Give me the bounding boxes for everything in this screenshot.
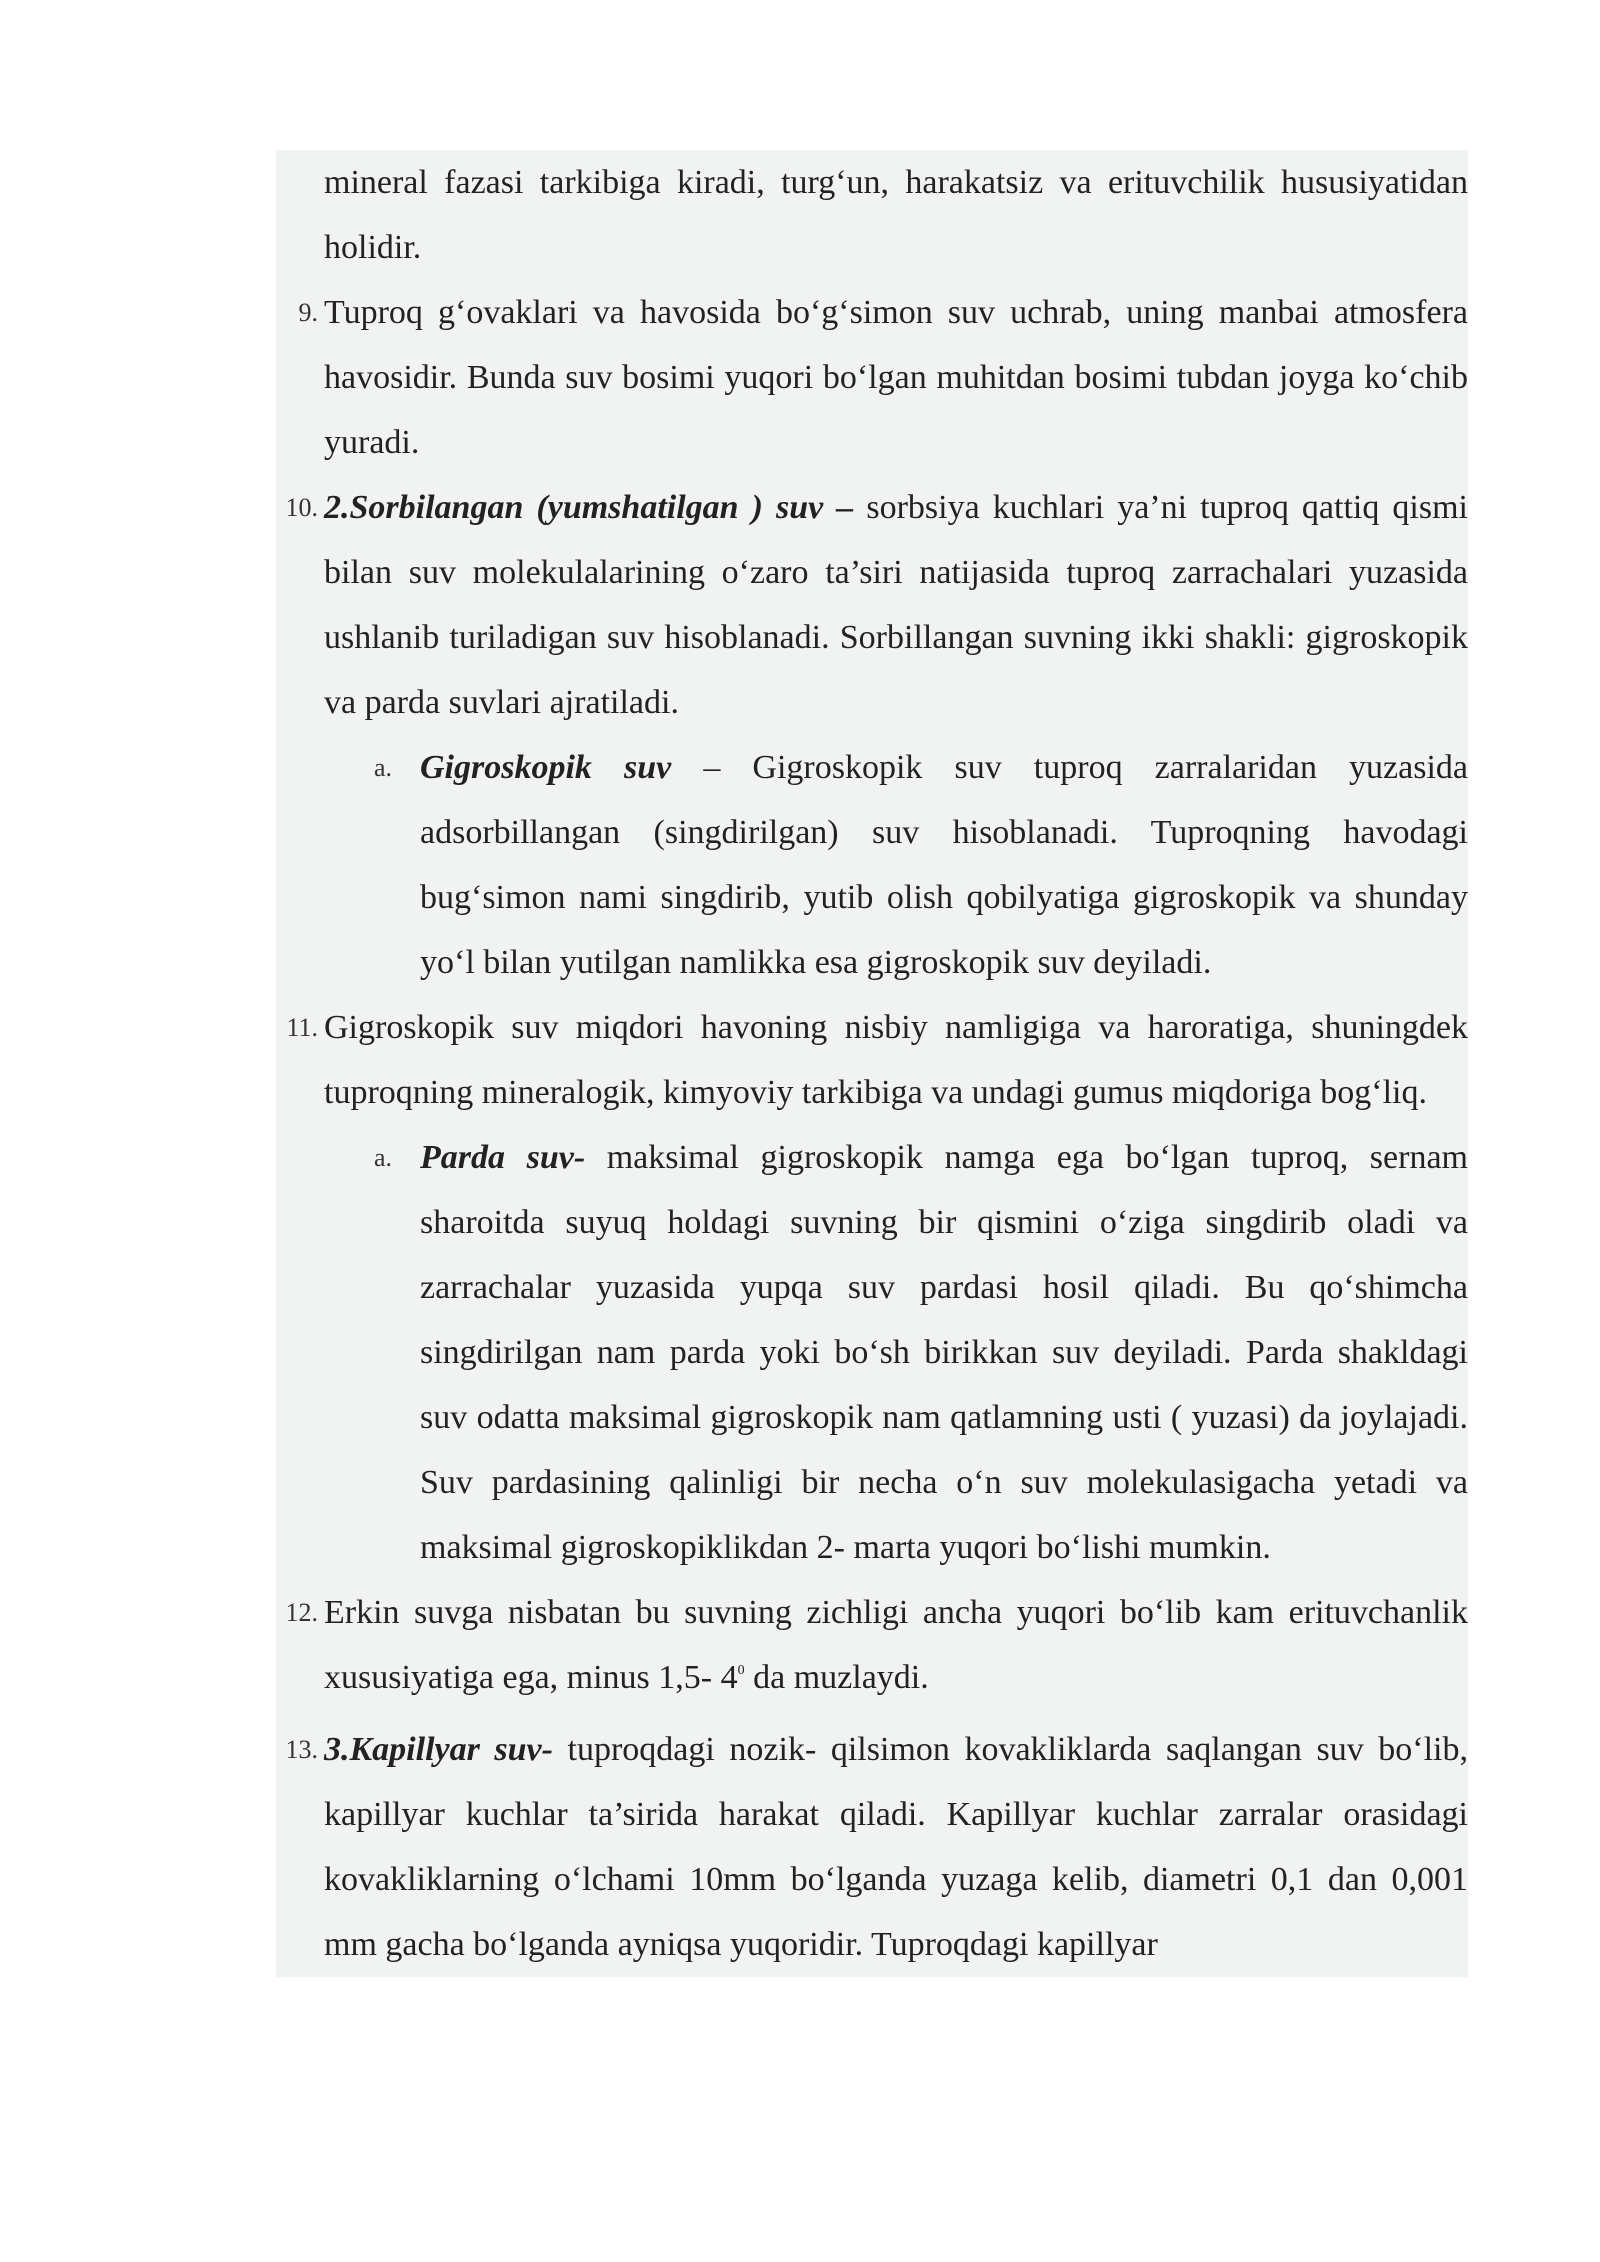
paragraph-text: mineral fazasi tarkibiga kiradi, turg‘un, harakatsiz va erituvchilik hususiyatidan holidir. (324, 164, 1468, 266)
list-item (276, 1717, 1468, 1977)
term-heading: Parda suv- (420, 1139, 586, 1176)
list-item (276, 995, 1468, 1125)
sub-list-item (276, 735, 1468, 995)
list-item (276, 150, 1468, 280)
paragraph-text: tuproqdagi nozik- qilsimon kovakliklarda saqlangan suv bo‘lib, kapillyar kuchlar ta’sirida harakat qiladi. Kapillyar kuchlar zarralar orasidagi kovakliklarning o‘lchami 10mm bo‘lganda yuzaga kelib, diametri 0,1 dan 0,001 mm gacha bo‘lganda ayniqsa yuqoridir. Tuproqdagi kapillyar (324, 1731, 1468, 1963)
paragraph-text: Erkin suvga nisbatan bu suvning zichligi ancha yuqori bo‘lib kam erituvchanlik xususiyatiga ega, minus 1,5- 4 (324, 1594, 1468, 1696)
list-marker: 10. (285, 493, 318, 522)
degree-superscript: 0 (737, 1663, 745, 1678)
list-marker: 11. (286, 1013, 318, 1042)
list-marker: a. (374, 753, 393, 782)
list-item (276, 1580, 1468, 1717)
document-page (276, 150, 1468, 1977)
list-marker: 9. (298, 298, 318, 327)
sub-list-item (276, 1125, 1468, 1580)
list-marker: 12. (285, 1598, 318, 1627)
paragraph-text: Gigroskopik suv miqdori havoning nisbiy namligiga va haroratiga, shuningdek tuproqning mineralogik, kimyoviy tarkibiga va undagi gumus miqdoriga bog‘liq. (324, 1009, 1468, 1111)
term-heading: Gigroskopik suv (420, 749, 672, 786)
list-marker: a. (374, 1143, 393, 1172)
list-item (276, 475, 1468, 735)
term-heading: 2.Sorbilangan (yumshatilgan ) suv – (324, 489, 867, 526)
list-marker: 13. (285, 1735, 318, 1764)
paragraph-text: maksimal gigroskopik namga ega bo‘lgan tuproq, sernam sharoitda suyuq holdagi suvning bir qismini o‘ziga singdirib oladi va zarrachalar yuzasida yupqa suv pardasi hosil qiladi. Bu qo‘shimcha singdirilgan nam parda yoki bo‘sh birikkan suv deyiladi. Parda shakldagi suv odatta maksimal gigroskopik nam qatlamning usti ( yuzasi) da joylajadi. Suv pardasining qalinligi bir necha o‘n suv molekulasigacha yetadi va maksimal gigroskopiklikdan 2- marta yuqori bo‘lishi mumkin. (420, 1139, 1468, 1566)
term-heading: 3.Kapillyar suv- (324, 1731, 553, 1768)
paragraph-text: Tuproq g‘ovaklari va havosida bo‘g‘simon suv uchrab, uning manbai atmosfera havosidir. Bunda suv bosimi yuqori bo‘lgan muhitdan bosimi tubdan joyga ko‘chib yuradi. (324, 294, 1468, 461)
paragraph-text: da muzlaydi. (744, 1659, 929, 1696)
paragraph-text: – Gigroskopik suv tuproq zarralaridan yuzasida adsorbillangan (singdirilgan) suv hisoblanadi. Tuproqning havodagi bug‘simon nami singdirib, yutib olish qobilyatiga gigroskopik va shunday yo‘l bilan yutilgan namlikka esa gigroskopik suv deyiladi. (420, 749, 1469, 981)
list-item (276, 280, 1468, 475)
paragraph-text: sorbsiya kuchlari ya’ni tuproq qattiq qismi bilan suv molekulalarining o‘zaro ta’siri natijasida tuproq zarrachalari yuzasida ushlanib turiladigan suv hisoblanadi. Sorbillangan suvning ikki shakli: gigroskopik va parda suvlari ajratiladi. (324, 489, 1468, 721)
